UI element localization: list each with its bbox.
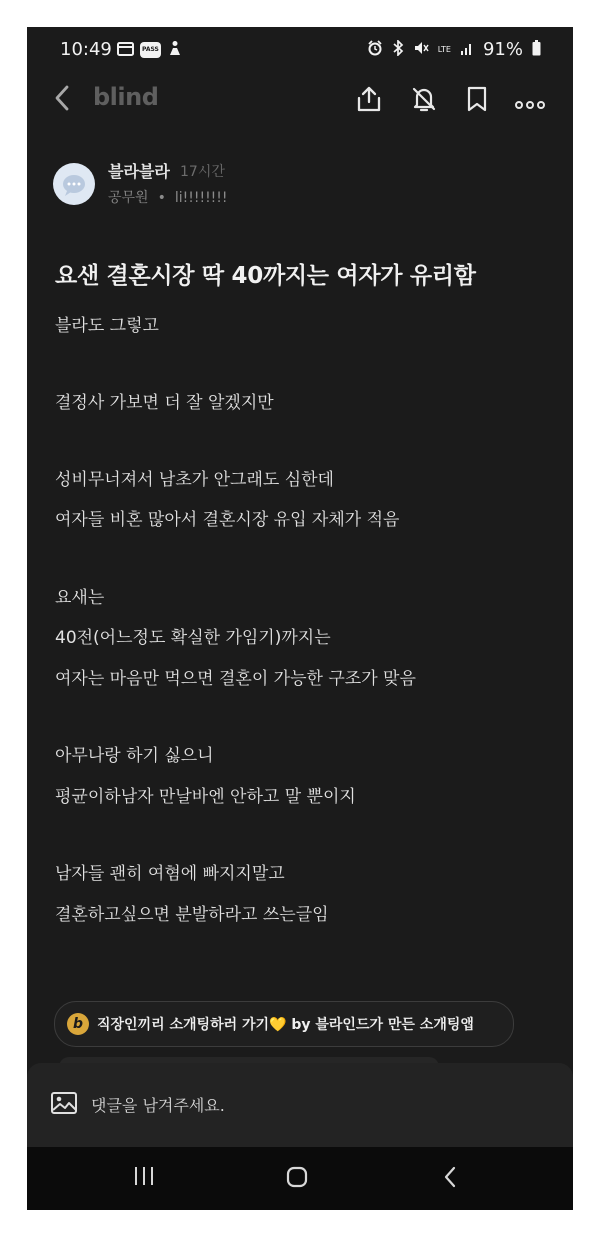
banner-badge-icon: b	[67, 1013, 89, 1035]
separator-dot: •	[157, 190, 166, 206]
post-line: 결정사 가보면 더 잘 알겠지만	[55, 393, 274, 413]
system-nav-bar	[27, 1147, 573, 1210]
signal-icon	[460, 41, 474, 59]
bluetooth-icon	[392, 40, 404, 60]
post-line: 여자는 마음만 먹으면 결혼이 가능한 구조가 맞음	[55, 669, 416, 689]
post-line: 성비무너져서 남초가 안그래도 심한데	[55, 470, 334, 490]
screen-icon	[117, 41, 134, 60]
bell-off-icon[interactable]	[410, 85, 438, 117]
banner-text-main: 직장인끼리 소개팅하러 가기	[97, 1017, 270, 1033]
battery-icon	[532, 40, 541, 60]
blind-logo: blind	[93, 83, 159, 111]
image-attach-icon[interactable]	[50, 1091, 78, 1119]
post-line: 블라도 그렇고	[55, 316, 159, 336]
post-line: 40전(어느정도 확실한 가임기)까지는	[55, 628, 331, 648]
system-back-icon[interactable]	[442, 1165, 458, 1193]
back-chevron-icon[interactable]	[53, 83, 71, 117]
dating-app-banner[interactable]	[54, 1001, 514, 1047]
post-title: 요샌 결혼시장 딱 40까지는 여자가 유리함	[55, 263, 476, 289]
banner-text	[97, 1014, 474, 1034]
author-name[interactable]: 블라블라	[108, 162, 170, 181]
top-nav-bar	[27, 77, 573, 123]
post-line: 요새는	[55, 588, 105, 608]
alarm-icon	[367, 40, 383, 60]
phone-screen	[27, 27, 573, 1210]
post-line: 여자들 비혼 많아서 결혼시장 유입 자체가 적음	[55, 510, 400, 530]
share-icon[interactable]	[355, 85, 383, 117]
post-line: 남자들 괜히 여혐에 빠지지말고	[55, 864, 285, 884]
status-time: 10:49	[60, 39, 112, 60]
post-line: 평균이하남자 만날바엔 안하고 말 뿐이지	[55, 787, 356, 807]
post-time: 17시간	[180, 164, 225, 180]
heart-icon: 💛	[269, 1017, 287, 1033]
post-line: 아무나랑 하기 싫으니	[55, 746, 214, 766]
more-icon[interactable]	[515, 95, 545, 114]
comment-bar[interactable]	[27, 1063, 573, 1147]
battery-percent: 91%	[482, 39, 523, 60]
network-label: LTE	[437, 45, 451, 54]
post-line: 결혼하고싶으면 분발하라고 쓰는글임	[55, 905, 329, 925]
status-bar	[27, 27, 573, 75]
recent-apps-icon[interactable]	[133, 1165, 155, 1191]
mute-icon	[413, 40, 429, 60]
comment-input[interactable]: 댓글을 남겨주세요.	[91, 1096, 225, 1115]
person-icon	[167, 40, 183, 60]
author-company: 공무원	[108, 190, 149, 206]
banner-text-suffix: by 블라인드가 만든 소개팅앱	[286, 1017, 474, 1033]
author-nickname: li!!!!!!!!	[174, 190, 228, 206]
author-meta	[108, 187, 228, 207]
pass-badge-icon: PASS	[140, 42, 161, 58]
bookmark-icon[interactable]	[465, 85, 489, 117]
chat-bubble-icon	[53, 163, 95, 205]
avatar[interactable]	[53, 163, 95, 205]
home-icon[interactable]	[285, 1165, 309, 1193]
